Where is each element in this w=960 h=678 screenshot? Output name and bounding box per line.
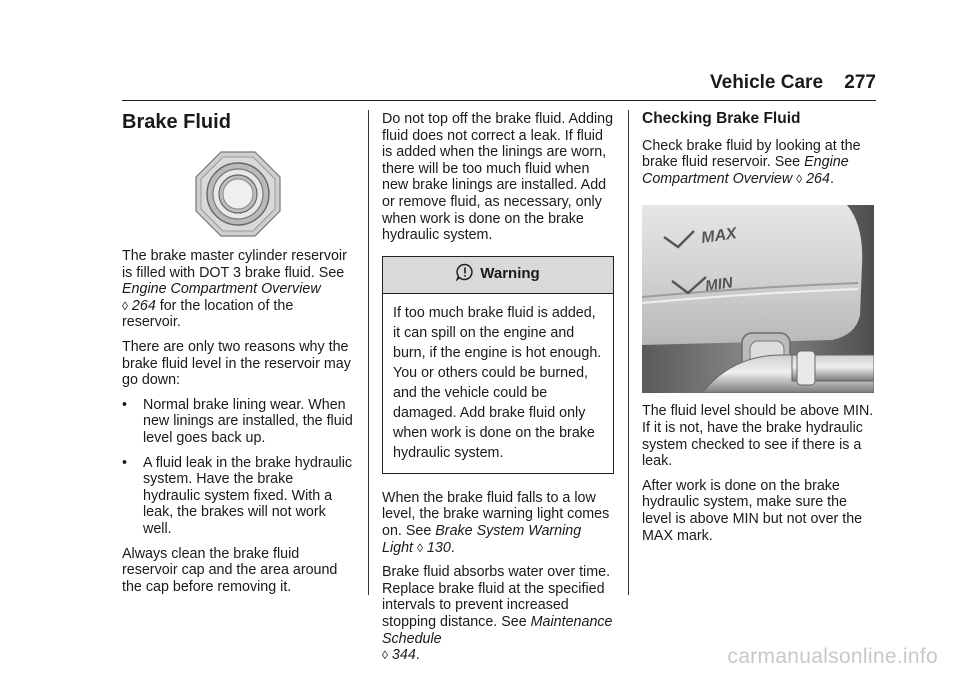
warning-icon [456, 263, 474, 286]
paragraph: Brake fluid absorbs water over time. Replace brake fluid at the specified intervals to prevent increased stopping distance. See Maintenance Schedule ◊ 344. [382, 564, 613, 664]
section-title: Vehicle Care [710, 72, 824, 93]
warning-text: If too much brake fluid is added, it can spill on the engine and burn, if the engine is hot enough. You or others could be burned, and the vehicle could be damaged. Add brake fluid only when work is done on the brake hydraulic system. [393, 304, 602, 461]
warning-header [383, 257, 613, 294]
paragraph: The fluid level should be above MIN. If it is not, have the brake hydraulic system checked to see if there is a leak. [642, 403, 874, 470]
warning-title: Warning [480, 265, 540, 283]
list-item: • Normal brake lining wear. When new linings are installed, the fluid level goes back up. [122, 396, 353, 446]
list-item: • A fluid leak in the brake hydraulic system. Have the brake hydraulic system fixed. With a leak, the brakes will not work well. [122, 454, 353, 537]
max-label: MAX [700, 225, 738, 248]
page-reference-link[interactable]: 130 [426, 539, 451, 556]
paragraph: Do not top off the brake fluid. Adding fluid does not correct a leak. If fluid is added when the linings are worn, there will be too much fluid when new brake linings are installed. Add or remove fluid, as necessary, only when work is done on the brake hydraulic system. [382, 111, 614, 244]
ref-symbol: ◊ [382, 648, 388, 663]
section-heading: Checking Brake Fluid [642, 110, 801, 127]
paragraph: After work is done on the brake hydraulic system, make sure the level is above MIN but not over the MAX mark. [642, 477, 863, 544]
paragraph: Check brake fluid by looking at the brake fluid reservoir. See Engine Compartment Overview ◊ 264. [642, 137, 861, 187]
column-2 [382, 111, 614, 672]
page-reference-link[interactable]: 344 [391, 647, 416, 664]
paragraph: Always clean the brake fluid reservoir cap and the area around the cap before removing it. [122, 545, 338, 595]
min-label: MIN [704, 274, 734, 296]
ref-symbol: ◊ [417, 540, 423, 555]
page-title: Brake Fluid [122, 111, 231, 133]
page-header [710, 72, 876, 94]
watermark: carmanualsonline.info [727, 645, 938, 668]
cross-reference-link[interactable]: Maintenance Schedule [382, 613, 613, 647]
column-divider-1 [368, 110, 369, 595]
cross-reference-link[interactable]: Engine Compartment Overview [122, 281, 321, 298]
paragraph: There are only two reasons why the brake fluid level in the reservoir may go down: [122, 338, 351, 389]
paragraph: When the brake fluid falls to a low level, the brake warning light comes on. See Brake System Warning Light ◊ 130. [382, 489, 610, 556]
column-divider-2 [628, 110, 629, 595]
page-reference-link[interactable]: 264 [806, 170, 830, 187]
bullet-marker: • [122, 454, 128, 471]
ref-symbol: ◊ [796, 171, 803, 186]
column-3 [642, 111, 876, 552]
brake-fluid-reservoir-photo [642, 205, 874, 393]
cross-reference-link[interactable]: Engine Compartment Overview [642, 154, 849, 187]
bullet-marker: • [122, 396, 128, 413]
page-reference-link[interactable]: 264 [131, 297, 156, 314]
column-1 [122, 248, 354, 603]
header-rule [122, 100, 876, 101]
brake-fluid-reservoir-cap-icon [195, 151, 281, 237]
cross-reference-link[interactable]: Brake System Warning Light [382, 522, 582, 556]
warning-box [382, 256, 614, 474]
page-number: 277 [844, 72, 876, 93]
ref-symbol: ◊ [122, 298, 128, 313]
paragraph: The brake master cylinder reservoir is filled with DOT 3 brake fluid. See Engine Compartment Overview ◊ 264 for the location of the reservoir. [122, 248, 347, 331]
